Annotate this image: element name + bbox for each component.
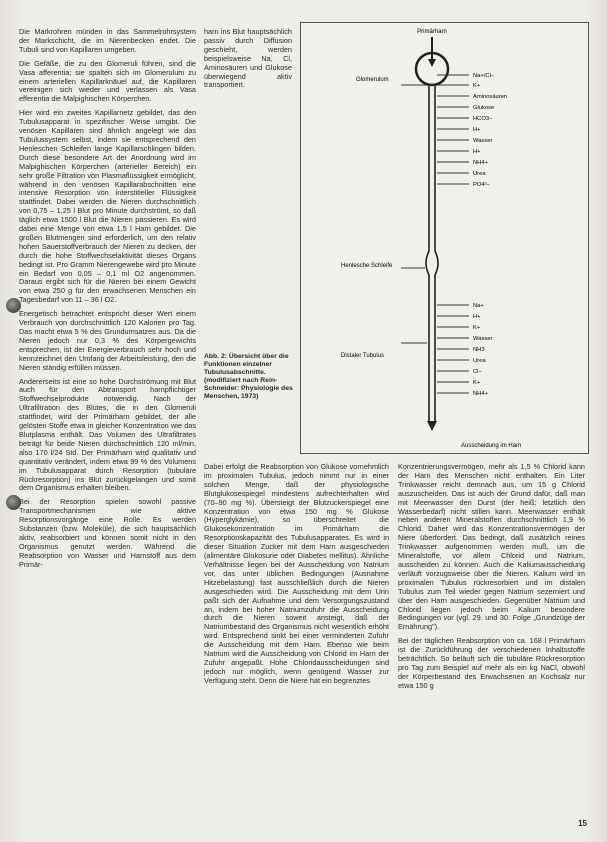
substance-label: Wasser xyxy=(473,138,493,144)
substance-label: H+ xyxy=(473,314,481,320)
substance-label: Urea xyxy=(473,171,486,177)
figure-tubulus-diagram xyxy=(300,22,589,454)
substance-label: Wasser xyxy=(473,336,493,342)
substance-label: Na+ xyxy=(473,303,484,309)
substance-label: Urea xyxy=(473,358,486,364)
page-number: 15 xyxy=(578,819,587,828)
substance-label: NH4+ xyxy=(473,391,488,397)
paragraph: Die Markrohren münden in das Sammelrohrsystem der Markschicht, die im Nierenbecken endet. Die Tubuli sind von Kapillaren umgeben. xyxy=(19,27,196,54)
substance-label: Glukose xyxy=(473,105,495,111)
column-right-bottom xyxy=(398,463,585,696)
substance-label: K+ xyxy=(473,325,481,331)
substance-label: Aminosäuren xyxy=(473,94,508,100)
column-middle-bottom xyxy=(204,463,389,691)
figure-caption: Abb. 2: Übersicht über die Funktionen einzelner Tubulusabschnitte. (modifiziert nach Rein-Schneider: Physiologie des Menschen, 1973) xyxy=(204,353,293,400)
paragraph: Konzentrierungsvermögen, mehr als 1,5 % Chlorid kann der Harn des Menschen nicht enthalten. Ein Liter Trinkwasser reicht demnach aus, um 15 g Chlorid auszuscheiden. Das ist auch der Grund dafür, daß man mit Meerwasser den Durst (der heiß: letztlich den Wasserbedarf) nicht stillen kann. Meerwasser enthält neben anderen Mineralstoffen durchschnittlich 1,9 % Chlorid. Daher wird das Konzentrationsvermögen der Niere überfordert. Das bedingt, daß zusätzlich reines Trinkwasser aufgenommen werden muß, um die Mineralstoffe, vor allem Chlorid und Natrium, ausscheiden zu können. Auch die Kaliumausscheidung verläuft vorzugsweise über die Nieren. Kalium wird im proximalen Tubulus rückresorbiert und im distalen Tubulus zum Teil wieder gegen Natrium sezerniert und über den Harn ausgeschieden. Gegenüber Natrium und Chlorid liegen jedoch beim Kalium besondere Bedingungen vor (vgl. 29. und 30. Folge „Grundzüge der Ernährung"). xyxy=(398,462,585,632)
tubule-left-wall xyxy=(426,85,429,423)
substance-label: H+ xyxy=(473,149,481,155)
paragraph: Die Gefäße, die zu den Glomeruli führen, sind die Vasa afferentia; sie spalten sich im Glomerulum zu einem arteriellen Kapillarknäuel auf, die Kapillaren vereinigen sich wieder und verlassen als Vasa efferentia die Malpighischen Körperchen. xyxy=(19,58,196,104)
substance-label: NH4+ xyxy=(473,160,488,166)
paragraph: Dabei erfolgt die Reabsorption von Glukose vornehmlich im proximalen Tubulus, jedoch nimmt nur in einer solchen Menge, daß der physiologische Blutglukosespiegel mindestens aufrechterhalten wird (70–90 mg %). Übersteigt der Blutzuckerspiegel eine Konzentration von etwa 150 mg % Glukose (Hyperglykämie), so überschreitet die Glukosekonzentration im Primärharn die Resorptionskapazität des Tubulusapparates. Es wird in dieser Situation Zucker mit dem Harn ausgeschieden (alimentäre Glukosurie oder Diabetes mellitus). Ähnliche Verhältnisse liegen bei der Ausscheidung von Natrium vor, das unter üblichen Bedingungen (Ausnahme Hitzebelastung) fast ausschließlich durch die Nieren ausgeschieden wird. Die Ausscheidung mit dem Urin paßt sich der Aufnahme und dem Versorgungszustand an, indem bei hoher Natriumzufuhr die Ausscheidung durch die Nieren soweit ansteigt, daß der Natriumbestand des Organismus nicht wesentlich erhöht wird. Entsprechend sinkt bei einer verminderten Zufuhr die Ausscheidung mit dem Harn. Ebenso wie beim Natrium wird die Ausscheidung von Chlorid im Harn der Zufuhr angepaßt. Hohe Chloridausscheidungen sind jedoch nur möglich, wenn genügend Wasser zur Verfügung steht. Denn die Niere hat ein begrenztes xyxy=(204,462,389,685)
tubule-right-wall xyxy=(435,85,438,423)
substance-label: Na+/Cl− xyxy=(473,73,495,79)
label-distal: Distaler Tubulus xyxy=(341,353,385,359)
paragraph: Hier wird ein zweites Kapillarnetz gebildet, das den Tubulusapparat in spezifischer Weise umgibt. Die venösen Kapillaren sind ähnlich angelegt wie das Tubulussystem selbst, indem sie entsprechend den Henleschen Schleifen lange Kapillarschlingen bilden. Durch diese besondere Art der Anordnung wird im Malpighischen Körperchen (arterieller Bereich) ein sehr große Filtration von Plasmaflüssigkeit ermöglicht, während in den venösen Kapillarabschnitten eine intensive Resorption von interstitieller Flüssigkeit stattfindet. Dabei werden die Nieren durchschnittlich von 0,75 – 1,25 l Blut pro Minute durchströmt, so daß täglich etwa 1500 l Blut die Nieren passieren. Es wird dabei eine Menge von etwa 1,5 l Harn gebildet. Die großen Blutmengen sind erforderlich, um den relativ hohen Sauerstoffverbrauch der Nieren zu decken, der durch die hohe Stoffwechselaktivität dieses Organs bedingt ist. Pro Gramm Nierengewebe wird pro Minute ein Bedarf von 0,05 – 0,1 ml O2 angenommen. Daraus ergibt sich für die Nieren bei einem Gewicht von etwa 250 g für den erwachsenen Menschen ein Tagesbedarf von 11 – 36 l O2. xyxy=(19,108,196,305)
column-left xyxy=(19,28,196,575)
substance-label: K+ xyxy=(473,380,481,386)
label-glomerulum: Glomerulum xyxy=(356,77,389,83)
substance-label: K+ xyxy=(473,83,481,89)
arrow-down-icon xyxy=(427,421,437,431)
label-primaerharn: Primärharn xyxy=(417,29,447,35)
arrow-down-icon xyxy=(428,59,436,67)
paragraph: Energetisch betrachtet entspricht dieser Wert einem Verbrauch von durchschnittlich 120 Kalorien pro Tag. Das macht etwa 5 % des Grundumsatzes aus. Da die Nieren jedoch nur 0,3 % des Körpergewichts entsprechen, ist der Energieverbrauch sehr hoch und kennzeichnet den Umfang der Arbeitsleistung, den die Nieren ständig erfüllen müssen. xyxy=(19,309,196,372)
paragraph: Andererseits ist eine so hohe Durchströmung mit Blut auch für den Abtransport harnpflichtiger Stoffwechselprodukte notwendig. Nach der Ultrafiltration des Blutes, die in den Glomeruli stattfindet, wird der Primärharn gebildet, der alle gelösten Stoffe etwa in gleicher Konzentration wie das Blutplasma enthält. Das Volumen des Ultrafiltrates beträgt für beide Nieren durchschnittlich 120 ml/min, also 170 l/24 Std. Der Primärharn wird qualitativ und quantitativ verändert, indem etwa 99 % des Volumens im Tubulusapparat durch Resorption (tubuläre Rückresorption) ins Blut zurückgelangen und somit dem Organismus erhalten bleiben. xyxy=(19,376,196,493)
paragraph: harn ins Blut hauptsächlich passiv durch Diffusion geschieht, werden beispielsweise Na, Cl, Aminosäuren und Glukose überwiegend aktiv transportiert. xyxy=(204,27,292,90)
substance-label: Cl− xyxy=(473,369,482,375)
substance-label: PO4³− xyxy=(473,182,490,188)
nephron-diagram xyxy=(301,23,588,453)
label-ausscheidung: Ausscheidung im Harn xyxy=(461,443,522,449)
substance-label: NH3 xyxy=(473,347,485,353)
substance-label: H+ xyxy=(473,127,481,133)
paragraph: Bei der täglichen Reabsorption von ca. 168 l Primärharn ist die Zurückführung der verschiedenen Inhaltsstoffe beträchtlich. So beläuft sich die tubuläre Rückresorption pro Tag zum Beispiel auf mehr als ein kg NaCl, obwohl der Körperbestand des Erwachsenen an Kochsalz nur etwa 150 g xyxy=(398,636,585,690)
paragraph: Bei der Resorption spielen sowohl passive Transportmechanismen wie aktive Resorptionsvorgänge eine Rolle. Es werden Substanzen (bzw. Moleküle), die sich hauptsächlich aktiv, reabsorbiert und können somit nicht in den Organismus genutzt werden. Während die Reabsorption von Wasser und Harnstoff aus dem Primär- xyxy=(19,497,196,569)
label-henle: Henlesche Schleife xyxy=(341,263,393,269)
column-middle-top xyxy=(204,28,292,95)
substance-label: HCO3− xyxy=(473,116,493,122)
